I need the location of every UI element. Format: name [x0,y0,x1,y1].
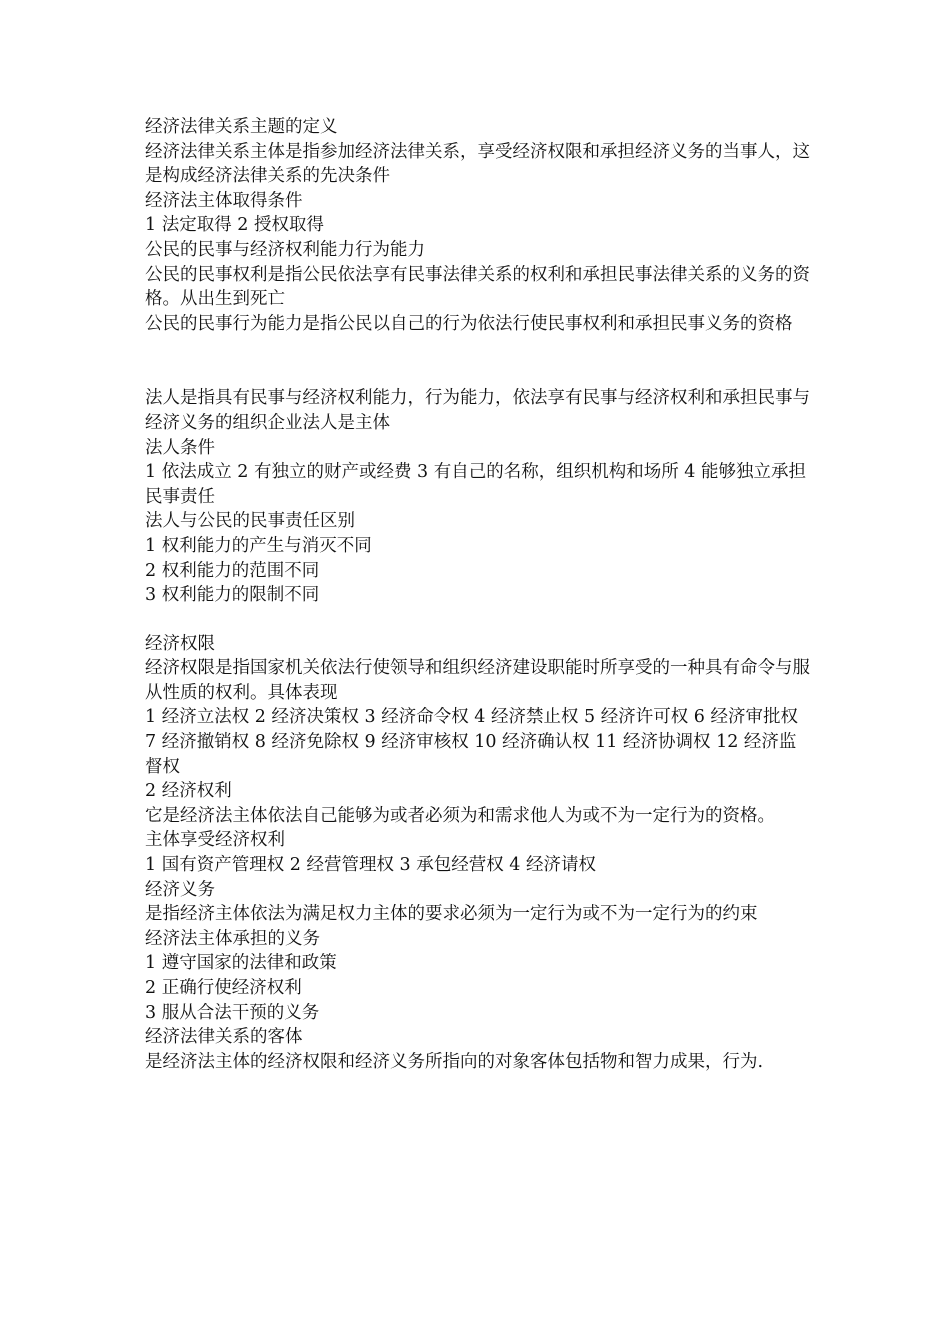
paragraph-economic-obligations-definition: 是指经济主体依法为满足权力主体的要求必须为一定行为或不为一定行为的约束 [145,904,758,925]
heading-economic-authority: 经济权限 [145,633,215,654]
paragraph-legal-subject-definition: 经济法律关系主体是指参加经济法律关系，享受经济权限和承担经济义务的当事人，这是构成经济法律关系的先决条件 [145,141,810,187]
heading-acquisition-conditions: 经济法主体取得条件 [145,190,303,211]
paragraph-economic-rights-definition: 它是经济法主体依法自己能够为或者必须为和需求他人为或不为一定行为的资格。 [145,805,775,826]
blank-spacer [145,608,813,632]
section-legal-person [145,386,813,607]
paragraph-economic-authority-definition: 经济权限是指国家机关依法行使领导和组织经济建设职能时所享受的一种具有命令与服从性质的权利。具体表现 [145,658,810,703]
heading-legal-subject-definition: 经济法律关系主题的定义 [145,117,338,137]
list-item-obligation-3: 3 服从合法干预的义务 [145,1002,320,1023]
section-legal-subject [145,115,813,336]
paragraph-legal-person-conditions: 1 依法成立 2 有独立的财产或经费 3 有自己的名称，组织机构和场所 4 能够独立承担民事责任 [145,462,806,507]
blank-spacer [145,336,813,386]
heading-economic-obligations: 经济义务 [145,879,215,900]
paragraph-subject-rights-list: 1 国有资产管理权 2 经营管理权 3 承包经营权 4 经济请权 [145,855,596,876]
paragraph-legal-person-definition: 法人是指具有民事与经济权利能力，行为能力，依法享有民事与经济权利和承担民事与经济义务的组织企业法人是主体 [145,388,810,433]
heading-subject-obligations: 经济法主体承担的义务 [145,928,320,949]
heading-citizen-capacity: 公民的民事与经济权利能力行为能力 [145,239,425,260]
list-item-difference-1: 1 权利能力的产生与消灭不同 [145,535,372,556]
paragraph-economic-authority-list: 1 经济立法权 2 经济决策权 3 经济命令权 4 经济禁止权 5 经济许可权 6 经济审批权 7 经济撤销权 8 经济免除权 9 经济审核权 10 经济确认权 11 经济协调权 12 经济监督权 [145,707,798,777]
heading-legal-object: 经济法律关系的客体 [145,1027,303,1048]
heading-liability-difference: 法人与公民的民事责任区别 [145,511,355,532]
heading-economic-rights: 2 经济权利 [145,781,232,802]
document-page [145,115,813,1074]
heading-legal-person-conditions: 法人条件 [145,437,215,458]
paragraph-citizen-behavior-capacity: 公民的民事行为能力是指公民以自己的行为依法行使民事权利和承担民事义务的资格 [145,313,793,334]
list-item-difference-2: 2 权利能力的范围不同 [145,560,320,581]
paragraph-legal-object-definition: 是经济法主体的经济权限和经济义务所指向的对象客体包括物和智力成果，行为. [145,1051,764,1072]
list-item-obligation-1: 1 遵守国家的法律和政策 [145,953,337,974]
list-item-difference-3: 3 权利能力的限制不同 [145,585,320,606]
heading-subject-rights: 主体享受经济权利 [145,830,285,851]
paragraph-acquisition-methods: 1 法定取得 2 授权取得 [145,215,324,236]
paragraph-citizen-rights: 公民的民事权利是指公民依法享有民事法律关系的权利和承担民事法律关系的义务的资格。从出生到死亡 [145,264,810,310]
section-economic-authority [145,632,813,1075]
list-item-obligation-2: 2 正确行使经济权利 [145,978,302,998]
